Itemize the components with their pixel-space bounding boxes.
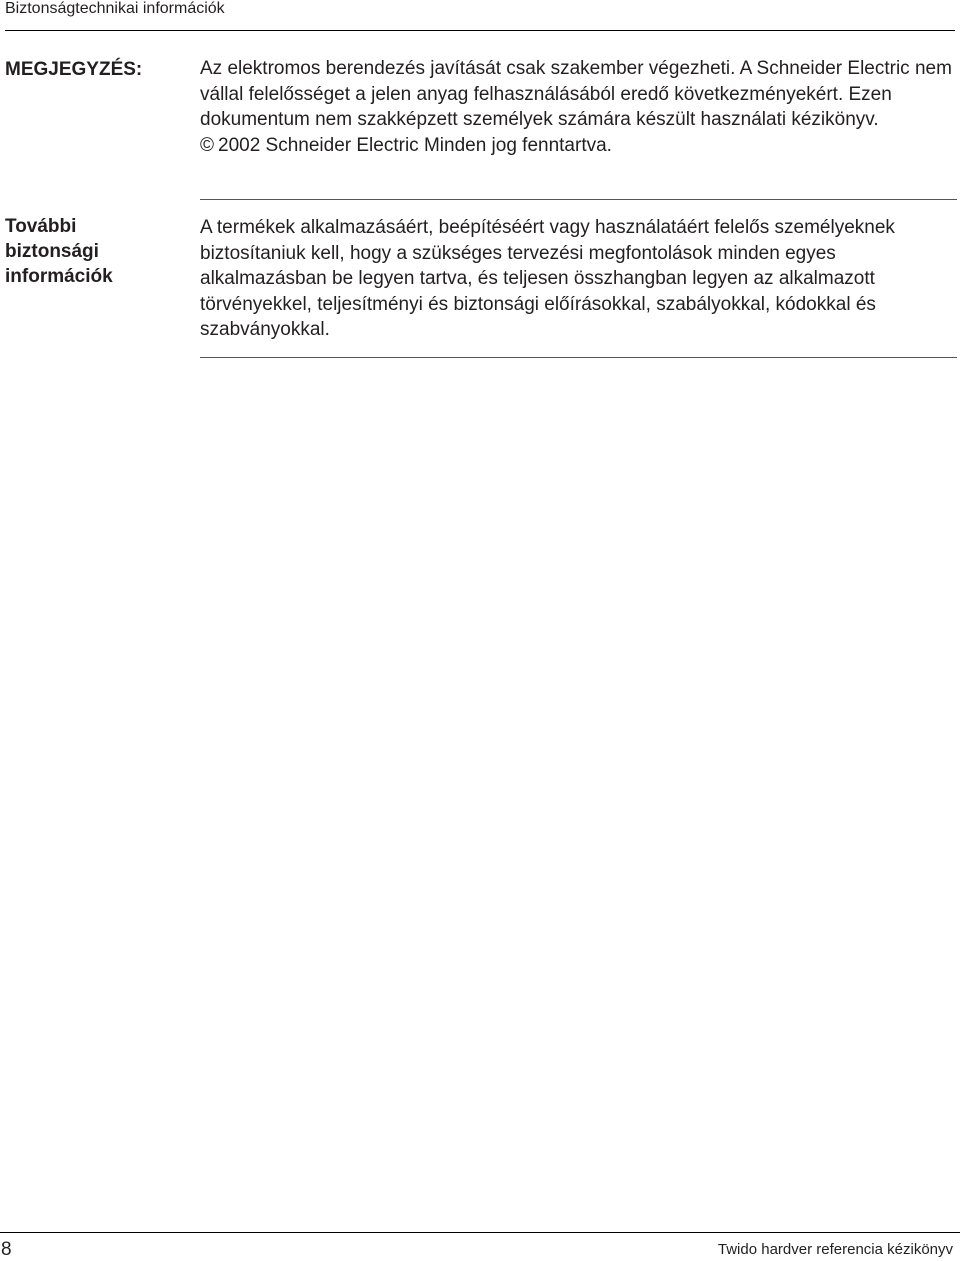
page-header xyxy=(5,0,955,31)
copyright-line xyxy=(200,133,960,159)
page-number: 8 xyxy=(1,1239,12,1260)
document-title: Twido hardver referencia kézikönyv xyxy=(717,1241,953,1258)
more-safety-label: További biztonsági információk xyxy=(5,216,113,287)
note-label: MEGJEGYZÉS: xyxy=(5,59,143,80)
section-title: Biztonságtechnikai információk xyxy=(5,0,225,17)
more-safety-text: A termékek alkalmazásáért, beépítéséért vagy használatáért felelős személyeknek biztosítaniuk kell, hogy a szükséges tervezési megfontolások minden egyes alkalmazásban be legyen tartva, és teljesen összhangban legyen az alkalmazott törvényekkel, teljesítményi és biztonsági előírásokkal, szabályokkal, kódokkal és szabványokkal. xyxy=(200,217,895,340)
note-body xyxy=(200,56,960,158)
footer-divider xyxy=(0,1232,960,1233)
copyright-symbol: © xyxy=(200,134,214,156)
note-text: Az elektromos berendezés javítását csak szakember végezheti. A Schneider Electric nem vállal felelősséget a jelen anyag felhasználásából eredő következményekért. Ezen dokumentum nem szakképzett személyek számára készült használati kézikönyv. xyxy=(200,58,952,130)
more-safety-body xyxy=(200,215,960,343)
section-divider xyxy=(200,357,957,358)
copyright-text: 2002 Schneider Electric Minden jog fenntartva. xyxy=(218,134,612,156)
section-divider xyxy=(200,199,957,200)
